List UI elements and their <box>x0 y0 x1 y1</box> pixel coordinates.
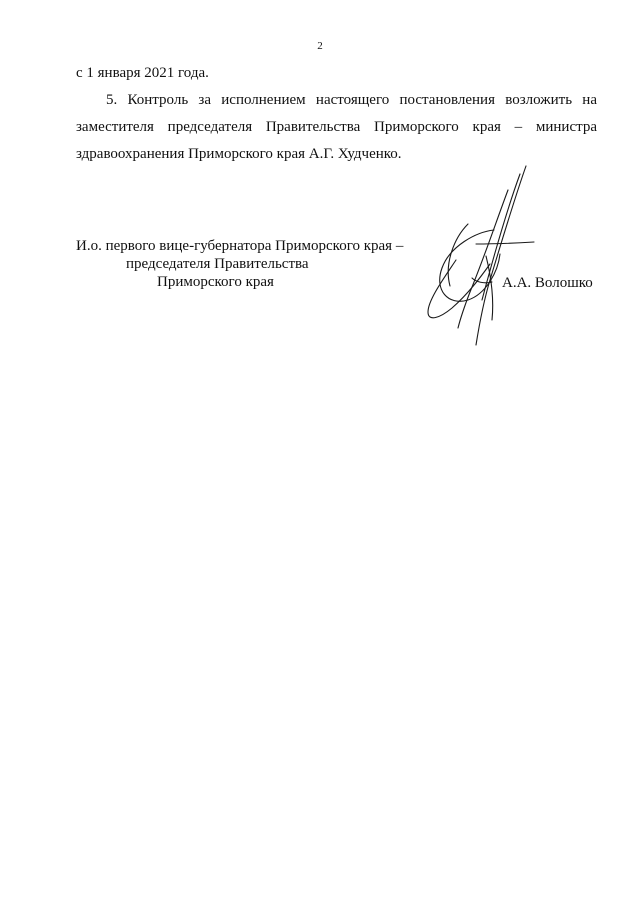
signer-position-line: Приморского края <box>157 274 274 290</box>
handwritten-signature <box>410 160 540 355</box>
body-line: здравоохранения Приморского края А.Г. Худченко. <box>76 146 402 162</box>
body-line: 5. Контроль за исполнением настоящего постановления возложить на <box>106 92 597 108</box>
signer-name: А.А. Волошко <box>502 275 593 291</box>
signer-position-line: И.о. первого вице-губернатора Приморского края – <box>76 238 404 254</box>
signer-position-line: председателя Правительства <box>126 256 309 272</box>
body-line: заместителя председателя Правительства Приморского края – министра <box>76 119 597 135</box>
body-line: с 1 января 2021 года. <box>76 65 209 81</box>
page-number: 2 <box>317 40 323 52</box>
